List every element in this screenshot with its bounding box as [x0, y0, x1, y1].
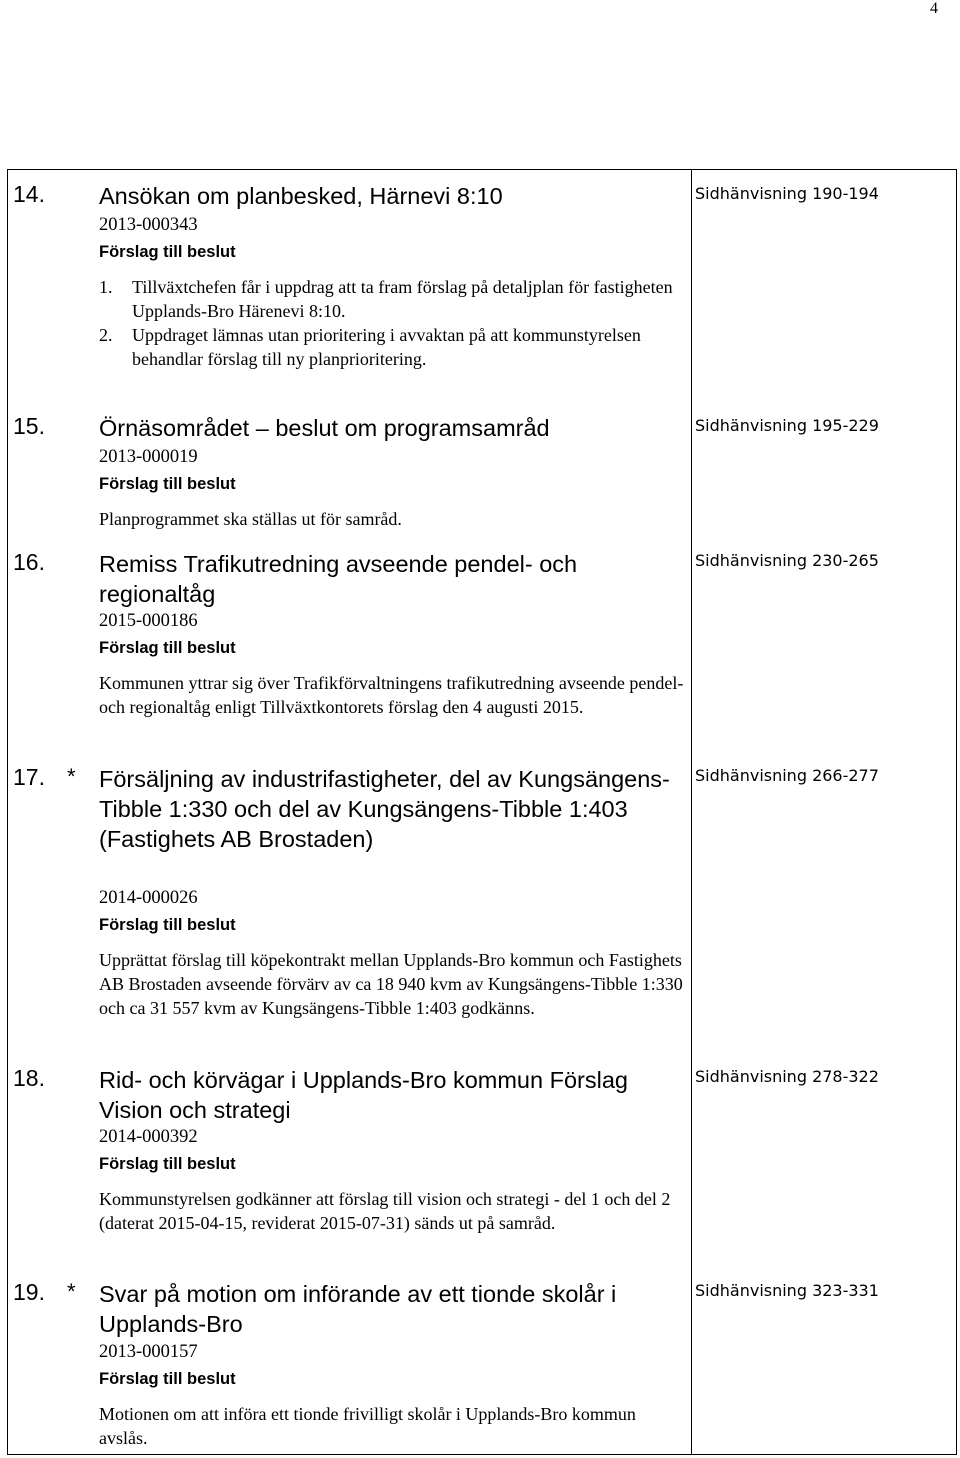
- item-16-body: [99, 609, 684, 719]
- item-16-number: 16.: [13, 549, 45, 575]
- item-18-title: Rid- och körvägar i Upplands-Bro kommun Förslag Vision och strategi: [99, 1067, 628, 1123]
- item-17-star: *: [67, 764, 76, 789]
- item-15-title: Örnäsområdet – beslut om programsamråd: [99, 415, 550, 441]
- item-14-title: Ansökan om planbesked, Härnevi 8:10: [99, 183, 503, 209]
- agenda-table: [7, 169, 957, 1455]
- item-18-case-number: 2014-000392: [99, 1127, 198, 1147]
- item-15-number: 15.: [13, 413, 45, 439]
- item-19-page-ref: Sidhänvisning 323-331: [695, 1281, 879, 1300]
- page-number: 4: [930, 0, 938, 17]
- item-19-number: 19.: [13, 1279, 45, 1305]
- item-17-case-number: 2014-000026: [99, 888, 198, 908]
- item-14-proposal-heading: Förslag till beslut: [99, 243, 236, 261]
- item-15-page-ref: Sidhänvisning 195-229: [695, 416, 879, 435]
- item-19-proposal-heading: Förslag till beslut: [99, 1370, 236, 1388]
- item-16-title: Remiss Trafikutredning avseende pendel- och regionaltåg: [99, 551, 578, 607]
- decision-list-number: 1.: [99, 277, 113, 297]
- item-19-title: Svar på motion om införande av ett tionde skolår i Upplands-Bro: [99, 1281, 617, 1337]
- decision-list-text: Uppdraget lämnas utan prioritering i avvaktan på att kommunstyrelsen behandlar förslag till ny planprioritering.: [132, 325, 641, 369]
- item-14-page-ref: Sidhänvisning 190-194: [695, 184, 879, 203]
- item-19-decision: Motionen om att införa ett tionde frivilligt skolår i Upplands-Bro kommun avslås.: [99, 1404, 636, 1448]
- item-15-proposal-heading: Förslag till beslut: [99, 475, 236, 493]
- decision-list-item: [99, 275, 684, 323]
- item-18-decision: Kommunstyrelsen godkänner att förslag till vision och strategi - del 1 och del 2 (daterat 2015-04-15, reviderat 2015-07-31) sänds ut på samråd.: [99, 1189, 671, 1233]
- item-14-decision-list: [99, 275, 684, 371]
- column-divider: [691, 170, 692, 1454]
- item-19-case-number: 2013-000157: [99, 1342, 198, 1362]
- item-18-proposal-heading: Förslag till beslut: [99, 1155, 236, 1173]
- item-19-body: [99, 1340, 684, 1450]
- decision-list-item: [99, 323, 684, 371]
- item-16-decision: Kommunen yttrar sig över Trafikförvaltningens trafikutredning avseende pendel- och regionaltåg enligt Tillväxtkontorets förslag den 4 augusti 2015.: [99, 673, 684, 717]
- decision-list-number: 2.: [99, 325, 113, 345]
- item-18-body: [99, 1125, 684, 1235]
- item-17-number: 17.: [13, 764, 45, 790]
- item-17-body: [99, 886, 684, 1020]
- item-17-title: Försäljning av industrifastigheter, del av Kungsängens-Tibble 1:330 och del av Kungsängens-Tibble 1:403 (Fastighets AB Brostaden): [99, 766, 670, 852]
- item-17-page-ref: Sidhänvisning 266-277: [695, 766, 879, 785]
- item-15-body: [99, 445, 684, 531]
- item-15-case-number: 2013-000019: [99, 447, 198, 467]
- decision-list-text: Tillväxtchefen får i uppdrag att ta fram förslag på detaljplan för fastigheten Upplands-Bro Härenevi 8:10.: [132, 277, 673, 321]
- item-18-number: 18.: [13, 1065, 45, 1091]
- item-14-number: 14.: [13, 181, 45, 207]
- item-16-case-number: 2015-000186: [99, 611, 198, 631]
- item-15-decision: Planprogrammet ska ställas ut för samråd.: [99, 509, 402, 529]
- item-14-body: [99, 213, 684, 371]
- item-16-page-ref: Sidhänvisning 230-265: [695, 551, 879, 570]
- item-14-case-number: 2013-000343: [99, 215, 198, 235]
- item-16-proposal-heading: Förslag till beslut: [99, 639, 236, 657]
- item-17-decision: Upprättat förslag till köpekontrakt mellan Upplands-Bro kommun och Fastighets AB Brostaden avseende förvärv av ca 18 940 kvm av Kungsängens-Tibble 1:330 och ca 31 557 kvm av Kungsängens-Tibble 1:403 godkänns.: [99, 950, 683, 1018]
- item-19-star: *: [67, 1279, 76, 1304]
- item-18-page-ref: Sidhänvisning 278-322: [695, 1067, 879, 1086]
- item-17-proposal-heading: Förslag till beslut: [99, 916, 236, 934]
